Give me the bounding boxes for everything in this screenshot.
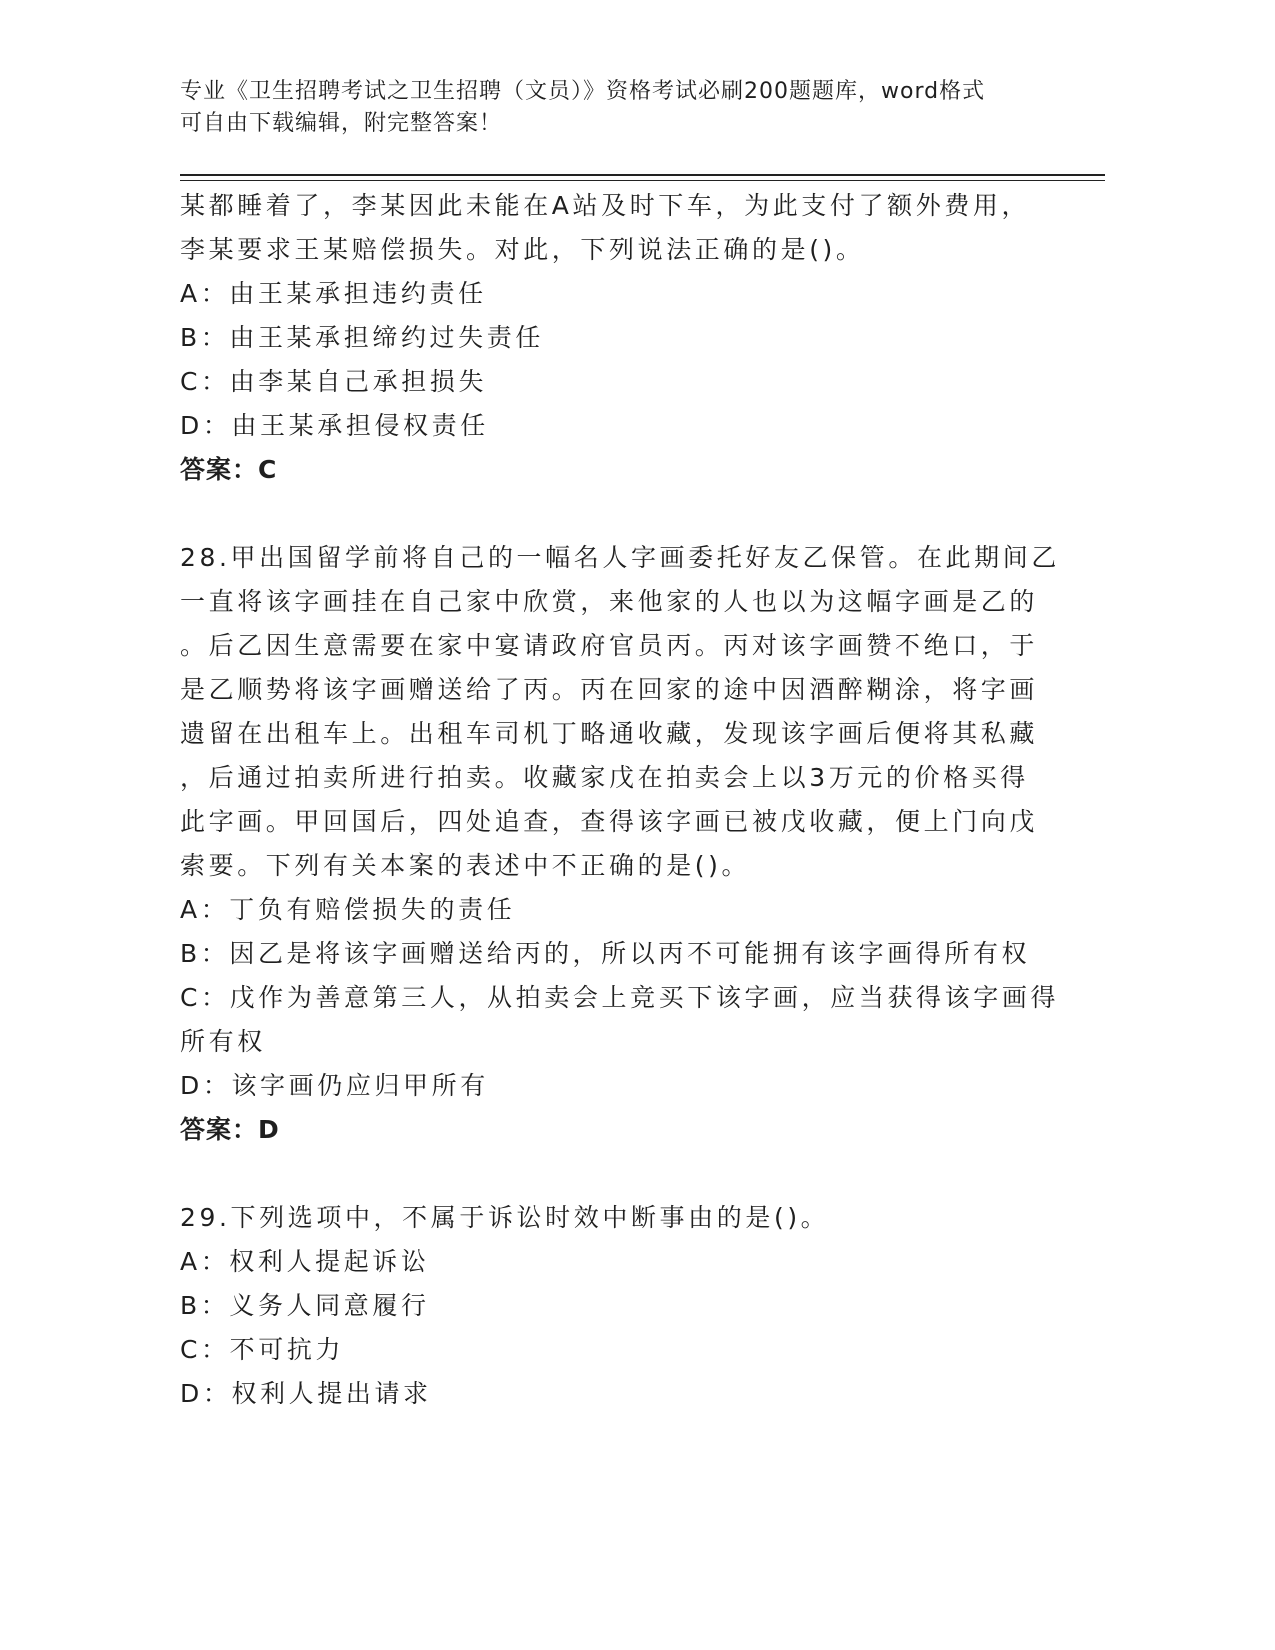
option-a: A：权利人提起诉讼 bbox=[180, 1247, 430, 1276]
option-a: A：由王某承担违约责任 bbox=[180, 279, 487, 308]
header-divider-thick bbox=[180, 174, 1105, 176]
option-c-continued: 所有权 bbox=[180, 1027, 266, 1056]
option-d: D：由王某承担侵权责任 bbox=[180, 411, 489, 440]
question-stem-line: 是乙顺势将该字画赠送给了丙。丙在回家的途中因酒醉糊涂，将字画 bbox=[180, 675, 1039, 704]
question-stem-line: 索要。下列有关本案的表述中不正确的是()。 bbox=[180, 851, 751, 880]
question-stem-line: 此字画。甲回国后，四处追查，查得该字画已被戊收藏，便上门向戊 bbox=[180, 807, 1039, 836]
option-b: B：因乙是将该字画赠送给丙的，所以丙不可能拥有该字画得所有权 bbox=[180, 939, 1031, 968]
option-b: B：义务人同意履行 bbox=[180, 1291, 430, 1320]
option-c: C：不可抗力 bbox=[180, 1335, 345, 1364]
question-stem-line: ，后通过拍卖所进行拍卖。收藏家戊在拍卖会上以3万元的价格买得 bbox=[180, 763, 1029, 792]
question-28 bbox=[180, 536, 1060, 1152]
answer-label: 答案：C bbox=[180, 455, 278, 484]
question-stem-line: 。后乙因生意需要在家中宴请政府官员丙。丙对该字画赞不绝口，于 bbox=[180, 631, 1039, 660]
question-stem-line: 遗留在出租车上。出租车司机丁略通收藏，发现该字画后便将其私藏 bbox=[180, 719, 1039, 748]
option-c: C：戊作为善意第三人，从拍卖会上竞买下该字画，应当获得该字画得 bbox=[180, 983, 1060, 1012]
question-stem-line: 一直将该字画挂在自己家中欣赏，来他家的人也以为这幅字画是乙的 bbox=[180, 587, 1039, 616]
option-b: B：由王某承担缔约过失责任 bbox=[180, 323, 544, 352]
question-stem-line: 李某要求王某赔偿损失。对此，下列说法正确的是()。 bbox=[180, 235, 865, 264]
page-header bbox=[180, 76, 1060, 140]
header-title-line-1: 专业《卫生招聘考试之卫生招聘（文员）》资格考试必刷200题题库，word格式 bbox=[180, 79, 986, 104]
option-c: C：由李某自己承担损失 bbox=[180, 367, 488, 396]
question-stem-line: 29.下列选项中，不属于诉讼时效中断事由的是()。 bbox=[180, 1203, 830, 1232]
question-stem-line: 28.甲出国留学前将自己的一幅名人字画委托好友乙保管。在此期间乙 bbox=[180, 543, 1060, 572]
option-a: A：丁负有赔偿损失的责任 bbox=[180, 895, 516, 924]
answer-label: 答案：D bbox=[180, 1115, 280, 1144]
spacer bbox=[180, 1152, 1040, 1196]
spacer bbox=[180, 492, 1040, 536]
question-stem-line: 某都睡着了，李某因此未能在A站及时下车，为此支付了额外费用， bbox=[180, 191, 1031, 220]
option-d: D：权利人提出请求 bbox=[180, 1379, 432, 1408]
header-title-line-2: 可自由下载编辑，附完整答案！ bbox=[180, 111, 503, 136]
question-27 bbox=[180, 184, 1040, 492]
question-list bbox=[180, 184, 1060, 1416]
header-divider-thin bbox=[180, 180, 1105, 181]
question-29 bbox=[180, 1196, 1040, 1416]
option-d: D：该字画仍应归甲所有 bbox=[180, 1071, 489, 1100]
